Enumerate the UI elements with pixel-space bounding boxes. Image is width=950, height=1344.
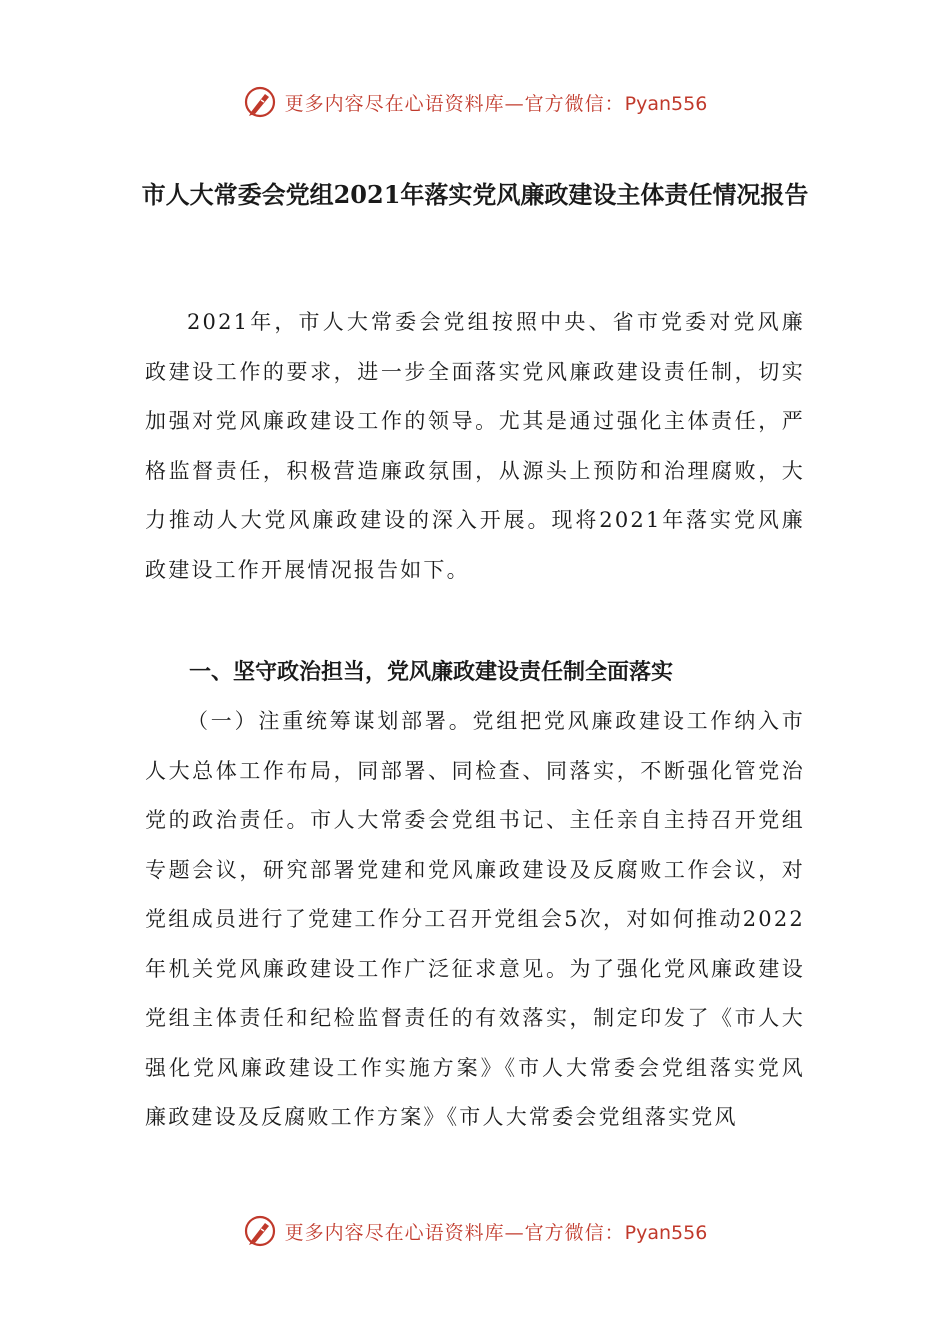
intro-paragraph: 2021年，市人大常委会党组按照中央、省市党委对党风廉政建设工作的要求，进一步全面落实党风廉政建设责任制，切实加强对党风廉政建设工作的领导。尤其是通过强化主体责任，严格监督责任，积极营造廉政氛围，从源头上预防和治理腐败，大力推动人大党风廉政建设的深入开展。现将2021年落实党风廉政建设工作开展情况报告如下。 [145,310,805,582]
watermark-text: 更多内容尽在心语资料库—官方微信：Pyan556 [284,92,708,115]
watermark-text: 更多内容尽在心语资料库—官方微信：Pyan556 [284,1221,708,1244]
section-1-paragraph: （一）注重统筹谋划部署。党组把党风廉政建设工作纳入市人大总体工作布局，同部署、同检查、同落实，不断强化管党治党的政治责任。市人大常委会党组书记、主任亲自主持召开党组专题会议，研究部署党建和党风廉政建设及反腐败工作会议，对党组成员进行了党建工作分工召开党组会5次，对如何推动2022年机关党风廉政建设工作广泛征求意见。为了强化党风廉政建设党组主体责任和纪检监督责任的有效落实，制定印发了《市人大强化党风廉政建设工作实施方案》《市人大常委会党组落实党风廉政建设及反腐败工作方案》《市人大常委会党组落实党风 [145,709,805,1129]
document-title: 市人大常委会党组2021年落实党风廉政建设主体责任情况报告 [141,180,809,209]
watermark-footer [0,1211,950,1251]
section-heading-1: 一、坚守政治担当，党风廉政建设责任制全面落实 [189,660,674,685]
watermark-handle: Pyan556 [624,1221,708,1244]
pen-nib-icon [243,85,277,119]
watermark-handle: Pyan556 [624,92,708,115]
pen-nib-icon [243,1214,277,1248]
watermark-header [0,82,950,122]
